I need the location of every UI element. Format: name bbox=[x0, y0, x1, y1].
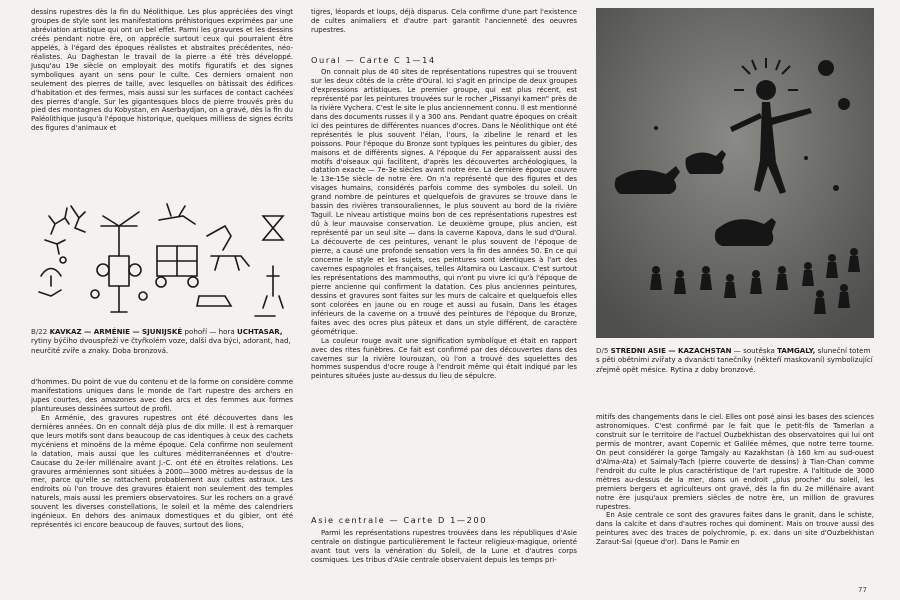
caption-bold-2: TAMGALY, bbox=[777, 346, 816, 355]
paragraph: d'hommes. Du point de vue du contenu et de la forme on considère comme manifestations uniques dans le monde de l'art rupestre des archers en jupes courtes, des amazones avec des arcs et des femmes aux formes plantureuses dessinées surtout de profil. bbox=[31, 378, 293, 413]
caption-code: D/5 bbox=[596, 346, 609, 355]
caption-text-2: rytiny býčího dvouspřeží ve čtyřkolém voze, další dva býci, adorant, had, neurčité zvíře a znaky. Doba bronzová. bbox=[31, 336, 291, 355]
figure-caption-right bbox=[596, 346, 874, 374]
rock-engraving-photo bbox=[596, 8, 874, 338]
paragraph: tigres, léopards et loups, déjà disparus. Cela confirme d'une part l'existence de cultes animaliers et d'autre part garantit l'ancienneté des oeuvres rupestres. bbox=[311, 8, 577, 34]
paragraph: dessins rupestres dès la fin du Néolithique. Les plus appréciées des vingt groupes de style sont les manifestations préhistoriques exprimées par une abréviation artistique qui ont un bel effet. Parmi les gravures et les dessins créés pendant notre ère, on apprécie surtout ceux qui pourraient être appelés, à l'égard des époques réalistes et abstraites précédentes, néo-réalistes. Au Daghestan le travail de la pierre a été très développé. Jusqu'au 19e siècle on employait des motifs figuratifs et des signes symboliques ayant un sens pour le culte. Ces derniers ornaient non seulement des pierres de taille, avec lesquelles on bâtissait des édifices d'habitation et des fermes, mais aussi sur les surfaces de contact cachées des pierres d'angle. Sur les gigantesques blocs de pierre trouvés près du pied des montagnes du Kobystan, en Aserbaydjan, on a gravé, dès la fin du Paléolithique jusqu'à l'époque historique, quelques milliess de signes écrits des figures d'animaux et bbox=[31, 8, 293, 133]
figure-caption-left bbox=[31, 327, 293, 355]
paragraph: Parmi les représentations rupestres trouvées dans les républiques d'Asie centrale on distingue particulièrement le facteur religieux-magique, orienté avant tout vers la vénération du Soleil, de la Lune et d'autres corps cosmiques. Les tribus d'Asie centrale observaient depuis les temps pri- bbox=[311, 529, 577, 564]
column-2-bottom bbox=[311, 529, 577, 565]
caption-bold: STREDNI ASIE — KAZACHSTAN bbox=[610, 346, 732, 355]
column-3 bbox=[596, 413, 874, 547]
column-1-top bbox=[31, 8, 293, 133]
column-2-top bbox=[311, 8, 577, 35]
caption-text-2: sluneční totem s pěti obětními zvířaty a dvanácti tanečníky (někteří maskovaní) symbolizující zřejmě opět mésice. Rytina z doby bronzové. bbox=[596, 346, 873, 374]
caption-bold-2: UCHTASAR, bbox=[237, 327, 283, 336]
rock-engraving-drawing bbox=[31, 196, 293, 324]
section-heading-asie-centrale: Asie centrale — Carte D 1—200 bbox=[311, 515, 488, 525]
paragraph: La couleur rouge avait une signification symbolique et était en rapport avec des rites funèbres. Ce fait est confirmé par des découvertes dans des cavernes sur la rivière Iourouzan, où l'on a trouvé des squelettes des hommes suspendus d'ocre rouge à l'endroit même qui était indiqué par les peintures situées juste au-dessus du lieu de sépulcre. bbox=[311, 336, 577, 381]
section-heading-oural: Oural — Carte C 1—14 bbox=[311, 55, 436, 65]
column-2-middle bbox=[311, 68, 577, 381]
paragraph: En Arménie, des gravures rupestres ont été découvertes dans les dernières années. On en connaît déjà plus de dix mille. Il est à remarquer que leurs motifs sont dans beaucoup de cas identiques à ceux des cachets mycéniens et minoëns de la même époque. Cela confirme non seulement la datation, mais aussi que les cultures méditerranéennes et d'outre-Caucase du 2e-ler millénaire avant J.-C. ont été en étroites relations. Les gravures arméniennes sont situées à 2000—3000 mètres au-dessus de la mer, parce qu'elle se rattachent probablement aux cultes astraux. Les endroits où l'on trouve des gravures étaient non seulement des temples naturels, mais aussi les premiers observatoires. Sur les rochers on a gravé souvent les diverses constellations, le soleil et la même des calendriers ingénieux. En dehors des animaux domestiques et du gibier, ont été représentés ici encore beaucoup de fauves, surtout des lions, bbox=[31, 413, 293, 530]
column-1-bottom bbox=[31, 378, 293, 530]
caption-code: B/22 bbox=[31, 327, 48, 336]
page-number: 77 bbox=[858, 586, 867, 594]
caption-bold: KAVKAZ — ARMÉNIE — SJUNIJSKÉ bbox=[49, 327, 183, 336]
paragraph: On connait plus de 40 sites de représentations rupestres qui se trouvent sur les deux côtés de la crête d'Oural. Ici s'agit en principe de deux groupes d'expressions artistiques. Le premier groupe, qui est plus récent, est représenté par les peintures trouvées sur le rocher „Pissanyi kamen" près de la rivière Vychera. C'est le site le plus anciennement connu. Il est mentionné dans des documents russes il y a 300 ans. Pendant quatre époques on créait ici des peintures de différentes nuances d'ocres. Dans le Néolithique ont été représentés le plus souvent l'élan, l'ours, la zibeline le renard et les poissons. Pour l'époque du Bronze sont typiques les peintures du gibier, des maisons et de différents signes. A l'époque du Fer apparaissent aussi des motifs d'oiseaux qui facilitent, d'après les découvertes archéologiques, la datation exacte — 7e-3e siècles avant notre ère. La dernière époque couvre le 13e-15e siècle de notre ère. On n'a représenté que des figures et des visages humains, considérés parfois comme des symboles du soleil. Un grand nombre de peintures et quelquefois de gravures se trouve dans le bassin des rivières transouraliennes, le plus souvent au bord de la rivière Taguil. Le niveau artistique moins bon de ces représentations rupestres est dû à leur mauvaise conservation. Le deuxième groupe, plus ancien, est représenté par un seul site — dans la caverne Kapova, dans le sud d'Oural. La découverte de ces peintures, venant le plus souvent de l'époque de pierre, a causé une profonde sensation vers la fin des années 50. En ce qui concerne le style et les sujets, ces peintures sont identiques à l'art des cavernes espagnoles et françaises, telles Altamira ou Lascaux. C'est surtout les représentations des mammouths, qui n'ont pu vivre ici qu'à l'époque de pierre ancienne qui confirment la datation. Ces plus anciennes peintures, dessins et gravures sont faites sur les murs de calcaire et quelquefois elles sont colorées en jaune ou en rouge et aussi au fusain. Dans les étages inférieurs de la caverne on a trouvé des peintures de l'époque du Bronze, faites avec des ocres plus pâteux et dans un style différent, de caractère géométrique. bbox=[311, 68, 577, 336]
paragraph: mitifs des changements dans le ciel. Elles ont posé ainsi les bases des sciences astronomiques. C'est confirmé par le fait que le petit-fils de Tamerlan a construit sur le territoire de l'actuel Ouzbekhistan des observatoires qui lui ont permis de montrer, avant Copernic et Galilée mêmes, que notre terre tourne. On peut considérer la gorge Tamgaly au Kazakhstan (à 160 km au sud-ouest d'Alma-Ata) et Saimaly-Tach (pierre couverte de dessins) à Tian-Chan comme l'endroit du culte le plus caractéristique de l'art rupestre. A l'altitude de 3000 mètres au-dessus de la mer, dans un endroit „plus proche" du soleil, les premiers bergers et agriculteurs ont gravé, dès la fin du 2e millénaire avant notre ère jusqu'aux premiers siècles de notre ère, un million de gravures rupestres. bbox=[596, 413, 874, 511]
caption-text: — soutěska bbox=[731, 346, 778, 355]
photo-drawing bbox=[596, 8, 874, 338]
paragraph: En Asie centrale ce sont des gravures faites dans le granit, dans le schiste, dans la calcite et dans d'autres roches qui dominent. Mais on trouve aussi des peintures avec des traces de polychromie, p. ex. dans un site d'Ouzbekhistan Zaraut-Sai (queue d'or). Dans le Pamir en bbox=[596, 511, 874, 547]
caption-text: pohoří — hora bbox=[182, 327, 237, 336]
